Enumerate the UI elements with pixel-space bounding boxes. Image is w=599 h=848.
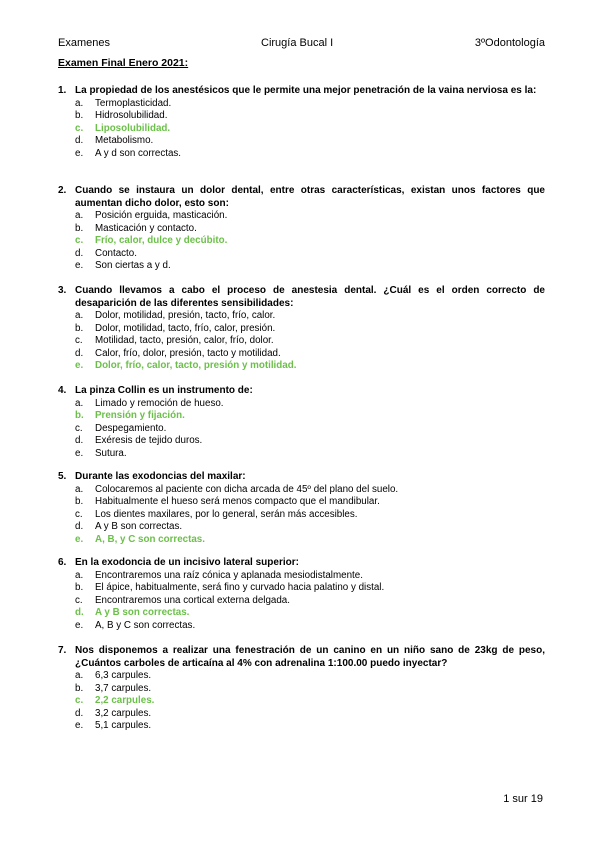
question-7 — [58, 645, 545, 733]
option-a — [58, 484, 545, 497]
option-text: A y d son correctas. — [95, 147, 182, 159]
option-letter: c. — [75, 122, 84, 134]
option-a — [58, 670, 545, 683]
option-text: 2,2 carpules. — [95, 695, 155, 706]
option-e — [58, 720, 545, 733]
question-5 — [58, 471, 545, 546]
option-letter: a. — [75, 310, 84, 321]
option-letter: e. — [75, 447, 84, 459]
option-text: A y B son correctas. — [95, 607, 190, 618]
option-text: Encontraremos una raíz cónica y aplanada mesiodistalmente. — [95, 569, 363, 581]
option-a — [58, 570, 545, 583]
option-text: Contacto. — [95, 247, 137, 259]
option-text: Metabolismo. — [95, 135, 154, 146]
option-e — [58, 148, 545, 161]
option-letter: c. — [75, 335, 83, 346]
question-text: Nos disponemos a realizar una fenestración de un canino en un niño sano de 23kg de peso, ¿Cuántos carboles de articaína al 4% con adrenalina 1:100.00 puedo inyectar? — [75, 645, 545, 669]
exam-title: Examen Final Enero 2021: — [58, 57, 189, 69]
question-text: Cuando se instaura un dolor dental, entre otras características, existan unos factores que aumentan dicho dolor, esto son: — [75, 185, 545, 209]
question-stem — [58, 385, 545, 398]
option-letter: d. — [75, 347, 84, 359]
option-letter: a. — [75, 569, 84, 581]
option-letter: a. — [75, 210, 84, 221]
question-text: La propiedad de los anestésicos que le permite una mejor penetración de la vaina nerviosa es la: — [75, 85, 537, 96]
question-number: 7. — [58, 645, 67, 656]
question-stem — [58, 285, 545, 310]
option-text: Los dientes maxilares, por lo general, serán más accesibles. — [95, 508, 358, 520]
option-c-correct — [58, 123, 545, 136]
option-letter: d. — [75, 707, 84, 719]
option-b — [58, 496, 545, 509]
option-text: Masticación y contacto. — [95, 222, 197, 234]
option-list — [58, 98, 545, 161]
question-stem — [58, 185, 545, 210]
question-6 — [58, 557, 545, 632]
option-letter: b. — [75, 582, 84, 593]
option-d — [58, 248, 545, 261]
option-c-correct — [58, 695, 545, 708]
question-stem — [58, 557, 545, 570]
option-text: Sutura. — [95, 447, 127, 459]
question-stem — [58, 645, 545, 670]
option-e-correct — [58, 360, 545, 373]
header-year: 3ºOdontología — [474, 37, 545, 49]
option-d — [58, 348, 545, 361]
option-text: Dolor, motilidad, tacto, frío, calor, presión. — [95, 322, 276, 334]
option-text: A, B, y C son correctas. — [95, 533, 205, 545]
option-list — [58, 398, 545, 461]
page-number: 1 sur 19 — [503, 793, 543, 805]
question-3 — [58, 285, 545, 373]
header-subject-category: Examenes — [58, 37, 110, 49]
option-text: Liposolubilidad. — [95, 122, 171, 134]
question-4 — [58, 385, 545, 460]
option-d-correct — [58, 607, 545, 620]
option-list — [58, 570, 545, 633]
option-letter: b. — [75, 496, 84, 507]
option-text: Limado y remoción de hueso. — [95, 397, 224, 409]
option-a — [58, 210, 545, 223]
option-letter: c. — [75, 508, 83, 520]
option-d — [58, 435, 545, 448]
option-letter: e. — [75, 260, 84, 271]
option-c — [58, 595, 545, 608]
question-stem — [58, 85, 545, 98]
option-b-correct — [58, 410, 545, 423]
option-text: Exéresis de tejido duros. — [95, 435, 203, 446]
option-letter: b. — [75, 682, 84, 694]
option-letter: a. — [75, 670, 84, 681]
option-b — [58, 582, 545, 595]
question-text: Cuando llevamos a cabo el proceso de anestesia dental. ¿Cuál es el orden correcto de desaparición de las diferentes sensibilidades: — [75, 285, 545, 309]
option-b — [58, 223, 545, 236]
option-list — [58, 484, 545, 547]
option-text: El ápice, habitualmente, será fino y curvado hacia palatino y distal. — [95, 582, 385, 593]
option-a — [58, 398, 545, 411]
option-text: Dolor, frío, calor, tacto, presión y motilidad. — [95, 360, 297, 371]
option-e-correct — [58, 534, 545, 547]
option-text: Habitualmente el hueso será menos compacto que el mandibular. — [95, 496, 380, 507]
option-text: Colocaremos al paciente con dicha arcada de 45º del plano del suelo. — [95, 483, 399, 495]
option-c-correct — [58, 235, 545, 248]
question-number: 5. — [58, 471, 67, 482]
option-text: 6,3 carpules. — [95, 670, 152, 681]
question-text: La pinza Collin es un instrumento de: — [75, 385, 253, 396]
option-letter: d. — [75, 607, 84, 618]
question-number: 4. — [58, 385, 67, 396]
option-text: A, B y C son correctas. — [95, 619, 196, 631]
option-letter: d. — [75, 247, 84, 259]
page-header — [58, 37, 545, 51]
option-c — [58, 423, 545, 436]
option-text: 3,7 carpules. — [95, 682, 152, 694]
option-b — [58, 323, 545, 336]
option-e — [58, 260, 545, 273]
option-letter: e. — [75, 147, 84, 159]
option-letter: c. — [75, 695, 84, 706]
option-a — [58, 98, 545, 111]
option-letter: c. — [75, 422, 83, 434]
option-d — [58, 135, 545, 148]
option-text: Despegamiento. — [95, 422, 167, 434]
option-b — [58, 683, 545, 696]
option-letter: e. — [75, 360, 84, 371]
option-letter: a. — [75, 97, 84, 109]
option-text: Calor, frío, dolor, presión, tacto y motilidad. — [95, 347, 281, 359]
option-text: Frío, calor, dulce y decúbito. — [95, 235, 228, 246]
question-text: En la exodoncia de un incisivo lateral superior: — [75, 557, 299, 568]
option-letter: b. — [75, 410, 84, 421]
option-letter: d. — [75, 521, 84, 532]
option-e — [58, 620, 545, 633]
option-list — [58, 210, 545, 273]
question-number: 1. — [58, 85, 67, 96]
option-d — [58, 521, 545, 534]
option-letter: c. — [75, 594, 83, 606]
option-text: Posición erguida, masticación. — [95, 210, 228, 221]
option-list — [58, 670, 545, 733]
option-c — [58, 335, 545, 348]
option-b — [58, 110, 545, 123]
option-list — [58, 310, 545, 373]
option-letter: e. — [75, 619, 84, 631]
option-text: Dolor, motilidad, presión, tacto, frío, calor. — [95, 310, 276, 321]
option-text: Prensión y fijación. — [95, 410, 185, 421]
option-letter: c. — [75, 235, 84, 246]
question-stem — [58, 471, 545, 484]
question-number: 2. — [58, 185, 67, 196]
option-letter: e. — [75, 720, 84, 731]
question-2 — [58, 185, 545, 273]
option-text: Hidrosolubilidad. — [95, 110, 168, 121]
option-letter: b. — [75, 322, 84, 334]
option-letter: d. — [75, 435, 84, 446]
option-text: Termoplasticidad. — [95, 97, 172, 109]
option-c — [58, 509, 545, 522]
option-letter: a. — [75, 397, 84, 409]
option-text: Motilidad, tacto, presión, calor, frío, dolor. — [95, 335, 274, 346]
question-text: Durante las exodoncias del maxilar: — [75, 471, 246, 482]
option-d — [58, 708, 545, 721]
option-text: Encontraremos una cortical externa delgada. — [95, 594, 290, 606]
option-letter: b. — [75, 110, 84, 121]
option-letter: e. — [75, 533, 84, 545]
option-text: 3,2 carpules. — [95, 707, 152, 719]
option-text: 5,1 carpules. — [95, 720, 152, 731]
option-text: Son ciertas a y d. — [95, 260, 171, 271]
question-1 — [58, 85, 545, 160]
option-text: A y B son correctas. — [95, 521, 183, 532]
question-number: 3. — [58, 285, 67, 296]
option-e — [58, 448, 545, 461]
option-letter: b. — [75, 222, 84, 234]
option-a — [58, 310, 545, 323]
header-course: Cirugía Bucal I — [261, 37, 334, 49]
option-letter: a. — [75, 483, 84, 495]
option-letter: d. — [75, 135, 84, 146]
question-number: 6. — [58, 557, 67, 568]
